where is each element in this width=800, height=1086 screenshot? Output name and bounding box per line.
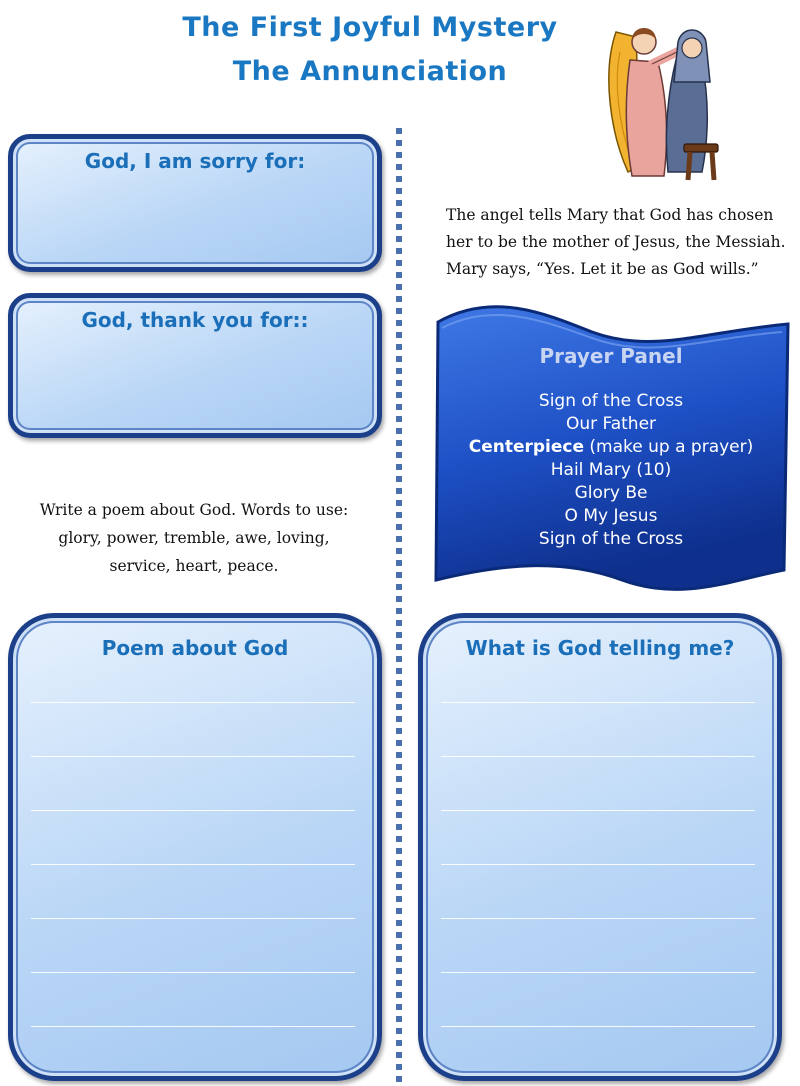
annunciation-illustration: [606, 12, 730, 182]
prayer-item: Sign of the Cross: [538, 529, 684, 549]
writing-line: [441, 1026, 755, 1027]
writing-line: [441, 810, 755, 811]
poem-panel-heading: Poem about God: [101, 636, 289, 660]
story-line: her to be the mother of Jesus, the Messiah.: [446, 233, 786, 251]
prayer-panel: [432, 344, 790, 551]
prayer-list: [432, 390, 790, 551]
writing-line: [31, 918, 355, 919]
thanks-panel[interactable]: [8, 293, 382, 438]
god-telling-panel-heading: What is God telling me?: [465, 636, 735, 660]
writing-line: [441, 918, 755, 919]
writing-line: [441, 864, 755, 865]
writing-line: [31, 810, 355, 811]
annunciation-story: [446, 202, 792, 283]
prayer-item-bold: Centerpiece: [468, 437, 585, 457]
story-line: The angel tells Mary that God has chosen: [446, 206, 774, 224]
story-line: Mary says, “Yes. Let it be as God wills.”: [446, 260, 759, 278]
prayer-panel-title: Prayer Panel: [539, 344, 683, 368]
sorry-panel-heading: God, I am sorry for:: [84, 149, 306, 173]
writing-line: [31, 756, 355, 757]
writing-line: [441, 972, 755, 973]
page-title: The First Joyful Mystery: [182, 12, 558, 43]
instruction-line: glory, power, tremble, awe, loving,: [58, 529, 330, 547]
thanks-panel-heading: God, thank you for::: [81, 308, 309, 332]
prayer-item: Centerpiece (make up a prayer): [468, 437, 754, 457]
poem-instructions: [14, 496, 374, 580]
writing-line: [31, 1026, 355, 1027]
prayer-item: Our Father: [565, 414, 657, 434]
writing-line: [31, 702, 355, 703]
prayer-item: O My Jesus: [564, 506, 658, 526]
instruction-line: service, heart, peace.: [109, 557, 279, 575]
stool: [684, 144, 718, 152]
prayer-item: Hail Mary (10): [550, 460, 672, 480]
page-subtitle: The Annunciation: [232, 56, 508, 87]
column-divider: [396, 128, 402, 1086]
angel-robe: [626, 60, 666, 176]
prayer-item: Sign of the Cross: [538, 391, 684, 411]
mary-head: [682, 38, 702, 58]
prayer-item: Glory Be: [574, 483, 648, 503]
poem-panel[interactable]: [8, 613, 382, 1081]
god-telling-panel[interactable]: [418, 613, 782, 1081]
writing-line: [31, 864, 355, 865]
writing-line: [441, 702, 755, 703]
writing-line: [441, 756, 755, 757]
sorry-panel[interactable]: [8, 134, 382, 272]
instruction-line: Write a poem about God. Words to use:: [39, 501, 349, 519]
page-header: [120, 6, 620, 94]
writing-line: [31, 972, 355, 973]
